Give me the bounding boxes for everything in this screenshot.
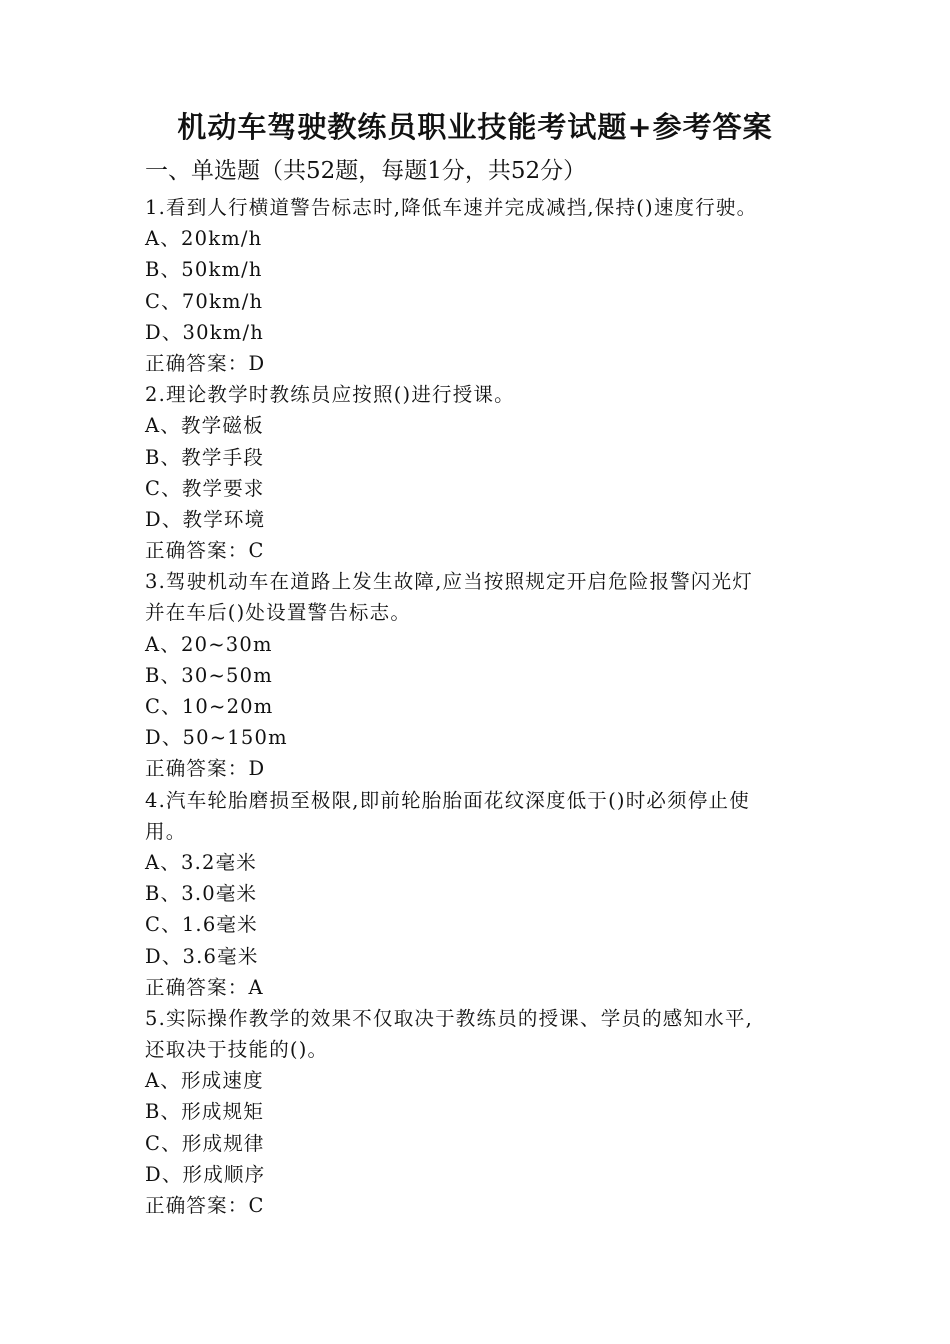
correct-answer: 正确答案：D <box>145 757 266 781</box>
option-d: D、30km/h <box>145 320 264 344</box>
option-b: B、3.0毫米 <box>145 882 258 906</box>
option-c: C、1.6毫米 <box>145 913 258 937</box>
option-c: C、教学要求 <box>145 476 265 500</box>
question-list <box>145 192 835 1221</box>
option-a: A、20~30m <box>145 632 273 656</box>
option-a: A、3.2毫米 <box>145 850 257 874</box>
question-2 <box>145 379 835 566</box>
correct-answer: 正确答案：C <box>145 539 265 563</box>
option-b: B、教学手段 <box>145 445 265 469</box>
question-stem-line-2: 用。 <box>145 819 187 843</box>
question-4 <box>145 785 835 1003</box>
option-a: A、教学磁板 <box>145 414 264 438</box>
question-1 <box>145 192 835 379</box>
option-a: A、形成速度 <box>145 1069 264 1093</box>
option-c: C、形成规律 <box>145 1131 265 1155</box>
question-5 <box>145 1003 835 1221</box>
question-stem: 1.看到人行横道警告标志时,降低车速并完成减挡,保持()速度行驶。 <box>145 196 758 219</box>
section-heading: 一、单选题（共52题，每题1分，共52分） <box>145 158 587 184</box>
option-b: B、形成规矩 <box>145 1100 265 1124</box>
correct-answer: 正确答案：A <box>145 975 264 999</box>
option-b: B、30~50m <box>145 663 273 687</box>
option-b: B、50km/h <box>145 258 263 282</box>
option-c: C、10~20m <box>145 695 274 718</box>
option-c: C、70km/h <box>145 289 264 313</box>
option-d: D、3.6毫米 <box>145 944 259 968</box>
question-stem: 2.理论教学时教练员应按照()进行授课。 <box>145 383 515 407</box>
question-stem-line-1: 5.实际操作教学的效果不仅取决于教练员的授课、学员的感知水平, <box>145 1006 754 1030</box>
option-d: D、形成顺序 <box>145 1162 266 1186</box>
question-3 <box>145 566 835 784</box>
document-title: 机动车驾驶教练员职业技能考试题+参考答案 <box>177 110 773 144</box>
question-stem-line-1: 4.汽车轮胎磨损至极限,即前轮胎胎面花纹深度低于()时必须停止使 <box>145 788 750 812</box>
option-a: A、20km/h <box>145 227 263 251</box>
question-stem-line-2: 并在车后()处设置警告标志。 <box>145 601 412 625</box>
correct-answer: 正确答案：C <box>145 1194 265 1217</box>
correct-answer: 正确答案：D <box>145 351 266 375</box>
option-d: D、教学环境 <box>145 507 266 531</box>
question-stem-line-2: 还取决于技能的()。 <box>145 1038 329 1062</box>
option-d: D、50~150m <box>145 726 288 750</box>
question-stem-line-1: 3.驾驶机动车在道路上发生故障,应当按照规定开启危险报警闪光灯 <box>145 570 754 594</box>
